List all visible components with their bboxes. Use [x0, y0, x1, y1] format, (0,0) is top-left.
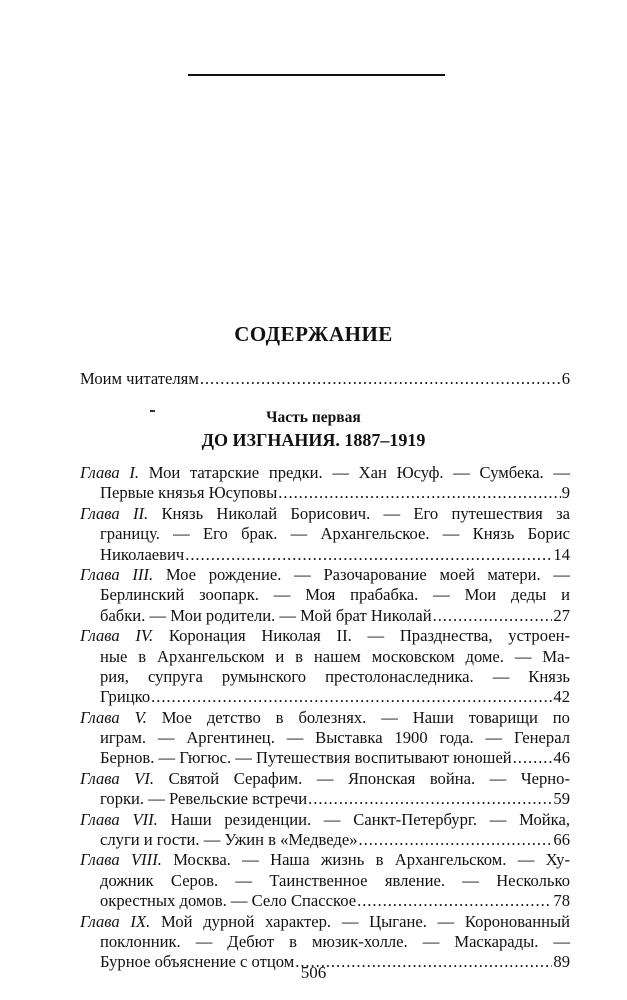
toc-line: [80, 912, 570, 932]
toc-entry: [80, 708, 570, 769]
chapter-text: Первые князья Юсуповы: [100, 483, 278, 503]
chapter-text: окрестных домов. — Село Спасское: [100, 891, 357, 911]
chapter-label: Глава IX.: [80, 911, 151, 931]
toc-line: [80, 708, 570, 728]
toc-page: 6: [561, 369, 570, 388]
chapter-text: границу. — Его брак. — Архангельское. — Князь Борис: [100, 524, 570, 544]
dot-leader: [278, 483, 560, 503]
toc-page: 27: [553, 605, 570, 625]
chapter-text: дожник Серов. — Таинственное явление. — Несколько: [100, 870, 570, 890]
toc-line: [80, 728, 570, 748]
toc-page: 14: [553, 544, 570, 564]
page-number: 506: [300, 963, 327, 982]
toc-list: [80, 463, 570, 973]
toc-page: 89: [553, 952, 570, 972]
chapter-text: бабки. — Мои родители. — Мой брат Николай: [100, 605, 432, 625]
chapter-text: Мои татарские предки. — Хан Юсуф. — Сумбека. —: [148, 463, 570, 482]
toc-line: [80, 585, 570, 605]
chapter-text: играм. — Аргентинец. — Выставка 1900 года. — Генерал: [100, 728, 570, 748]
toc-line: [80, 483, 570, 503]
chapter-text: горки. — Ревельские встречи: [100, 789, 308, 809]
toc-line: [80, 830, 570, 850]
dot-leader: [308, 789, 552, 809]
toc-page: 42: [553, 687, 570, 707]
chapter-label: Глава VIII.: [80, 850, 162, 870]
toc-entry-intro: [80, 369, 570, 389]
toc-line: [80, 789, 570, 809]
toc-entry: [80, 810, 570, 851]
toc-line: [80, 891, 570, 911]
chapter-label: Глава VII.: [80, 809, 158, 829]
toc-entry-text: Моим читателям: [80, 369, 199, 388]
chapter-label: Глава II.: [80, 503, 149, 523]
toc-line: [80, 748, 570, 768]
toc-line: [80, 871, 570, 891]
chapter-label: Глава IV.: [80, 626, 154, 646]
toc-entry: [80, 850, 570, 911]
chapter-text: Грицко: [100, 687, 151, 707]
page-title: СОДЕРЖАНИЕ: [234, 322, 393, 346]
dot-leader: [185, 545, 552, 565]
chapter-text: Мое рождение. — Разочарование моей матери. —: [165, 564, 570, 584]
dot-leader: [151, 687, 552, 707]
part-name: ДО ИЗГНАНИЯ. 1887–1919: [201, 430, 426, 450]
toc-line: [80, 504, 570, 524]
toc-entry: [80, 504, 570, 565]
chapter-text: Коронация Николая II. — Празднества, устроен-: [168, 626, 570, 646]
toc-line: [80, 687, 570, 707]
chapter-text: Святой Серафим. — Японская война. — Черно-: [168, 768, 570, 788]
chapter-text: поклонник. — Дебют в мюзик-холле. — Маскарады. —: [100, 931, 570, 951]
chapter-text: рия, супруга румынского престолонаследника. — Князь: [100, 666, 570, 686]
chapter-text: Наши резиденции. — Санкт-Петербург. — Мойка,: [170, 809, 570, 829]
toc-line: [80, 565, 570, 585]
part-label: Часть первая: [266, 409, 361, 426]
chapter-text: Бурное объяснение с отцом: [100, 952, 295, 972]
chapter-text: Берлинский зоопарк. — Моя прабабка. — Мои деды и: [100, 585, 570, 605]
chapter-text: Князь Николай Борисович. — Его путешествия за: [161, 503, 570, 523]
dot-leader: [359, 830, 553, 850]
toc-page: 46: [553, 748, 570, 768]
chapter-label: Глава I.: [80, 463, 140, 482]
toc-line: [80, 647, 570, 667]
dot-leader: [200, 369, 561, 389]
toc-entry: [80, 769, 570, 810]
chapter-label: Глава V.: [80, 707, 147, 727]
toc-entry: [80, 626, 570, 708]
toc-page: 9: [561, 483, 570, 503]
toc-line: [80, 932, 570, 952]
dot-leader: [357, 891, 552, 911]
toc-line: [80, 769, 570, 789]
chapter-text: Бернов. — Гюгюс. — Путешествия воспитывают юношей: [100, 748, 512, 768]
chapter-text: Москва. — Наша жизнь в Архангельском. — Ху-: [173, 850, 570, 870]
toc-line: [80, 667, 570, 687]
header-rule: [188, 74, 445, 76]
toc-line: [80, 810, 570, 830]
chapter-label: Глава VI.: [80, 768, 155, 788]
toc-line: [80, 850, 570, 870]
toc-line: [80, 524, 570, 544]
toc-line: [80, 626, 570, 646]
toc-line: [80, 463, 570, 483]
toc-entry: [80, 565, 570, 626]
chapter-text: ные в Архангельском и в нашем московском доме. — Ма-: [100, 646, 570, 666]
toc-line: [80, 606, 570, 626]
chapter-text: Мой дурной характер. — Цыгане. — Коронованный: [160, 911, 571, 931]
chapter-label: Глава III.: [80, 564, 154, 584]
dot-leader: [433, 606, 553, 626]
dot-leader: [513, 748, 553, 768]
toc-line: [80, 545, 570, 565]
toc-page: 78: [553, 891, 570, 911]
chapter-text: Мое детство в болезнях. — Наши товарищи по: [161, 707, 570, 727]
toc-page: 66: [553, 830, 570, 850]
chapter-text: слуги и гости. — Ужин в «Медведе»: [100, 830, 358, 850]
toc-page: 59: [553, 789, 570, 809]
chapter-text: Николаевич: [100, 544, 185, 564]
toc-entry: [80, 463, 570, 504]
